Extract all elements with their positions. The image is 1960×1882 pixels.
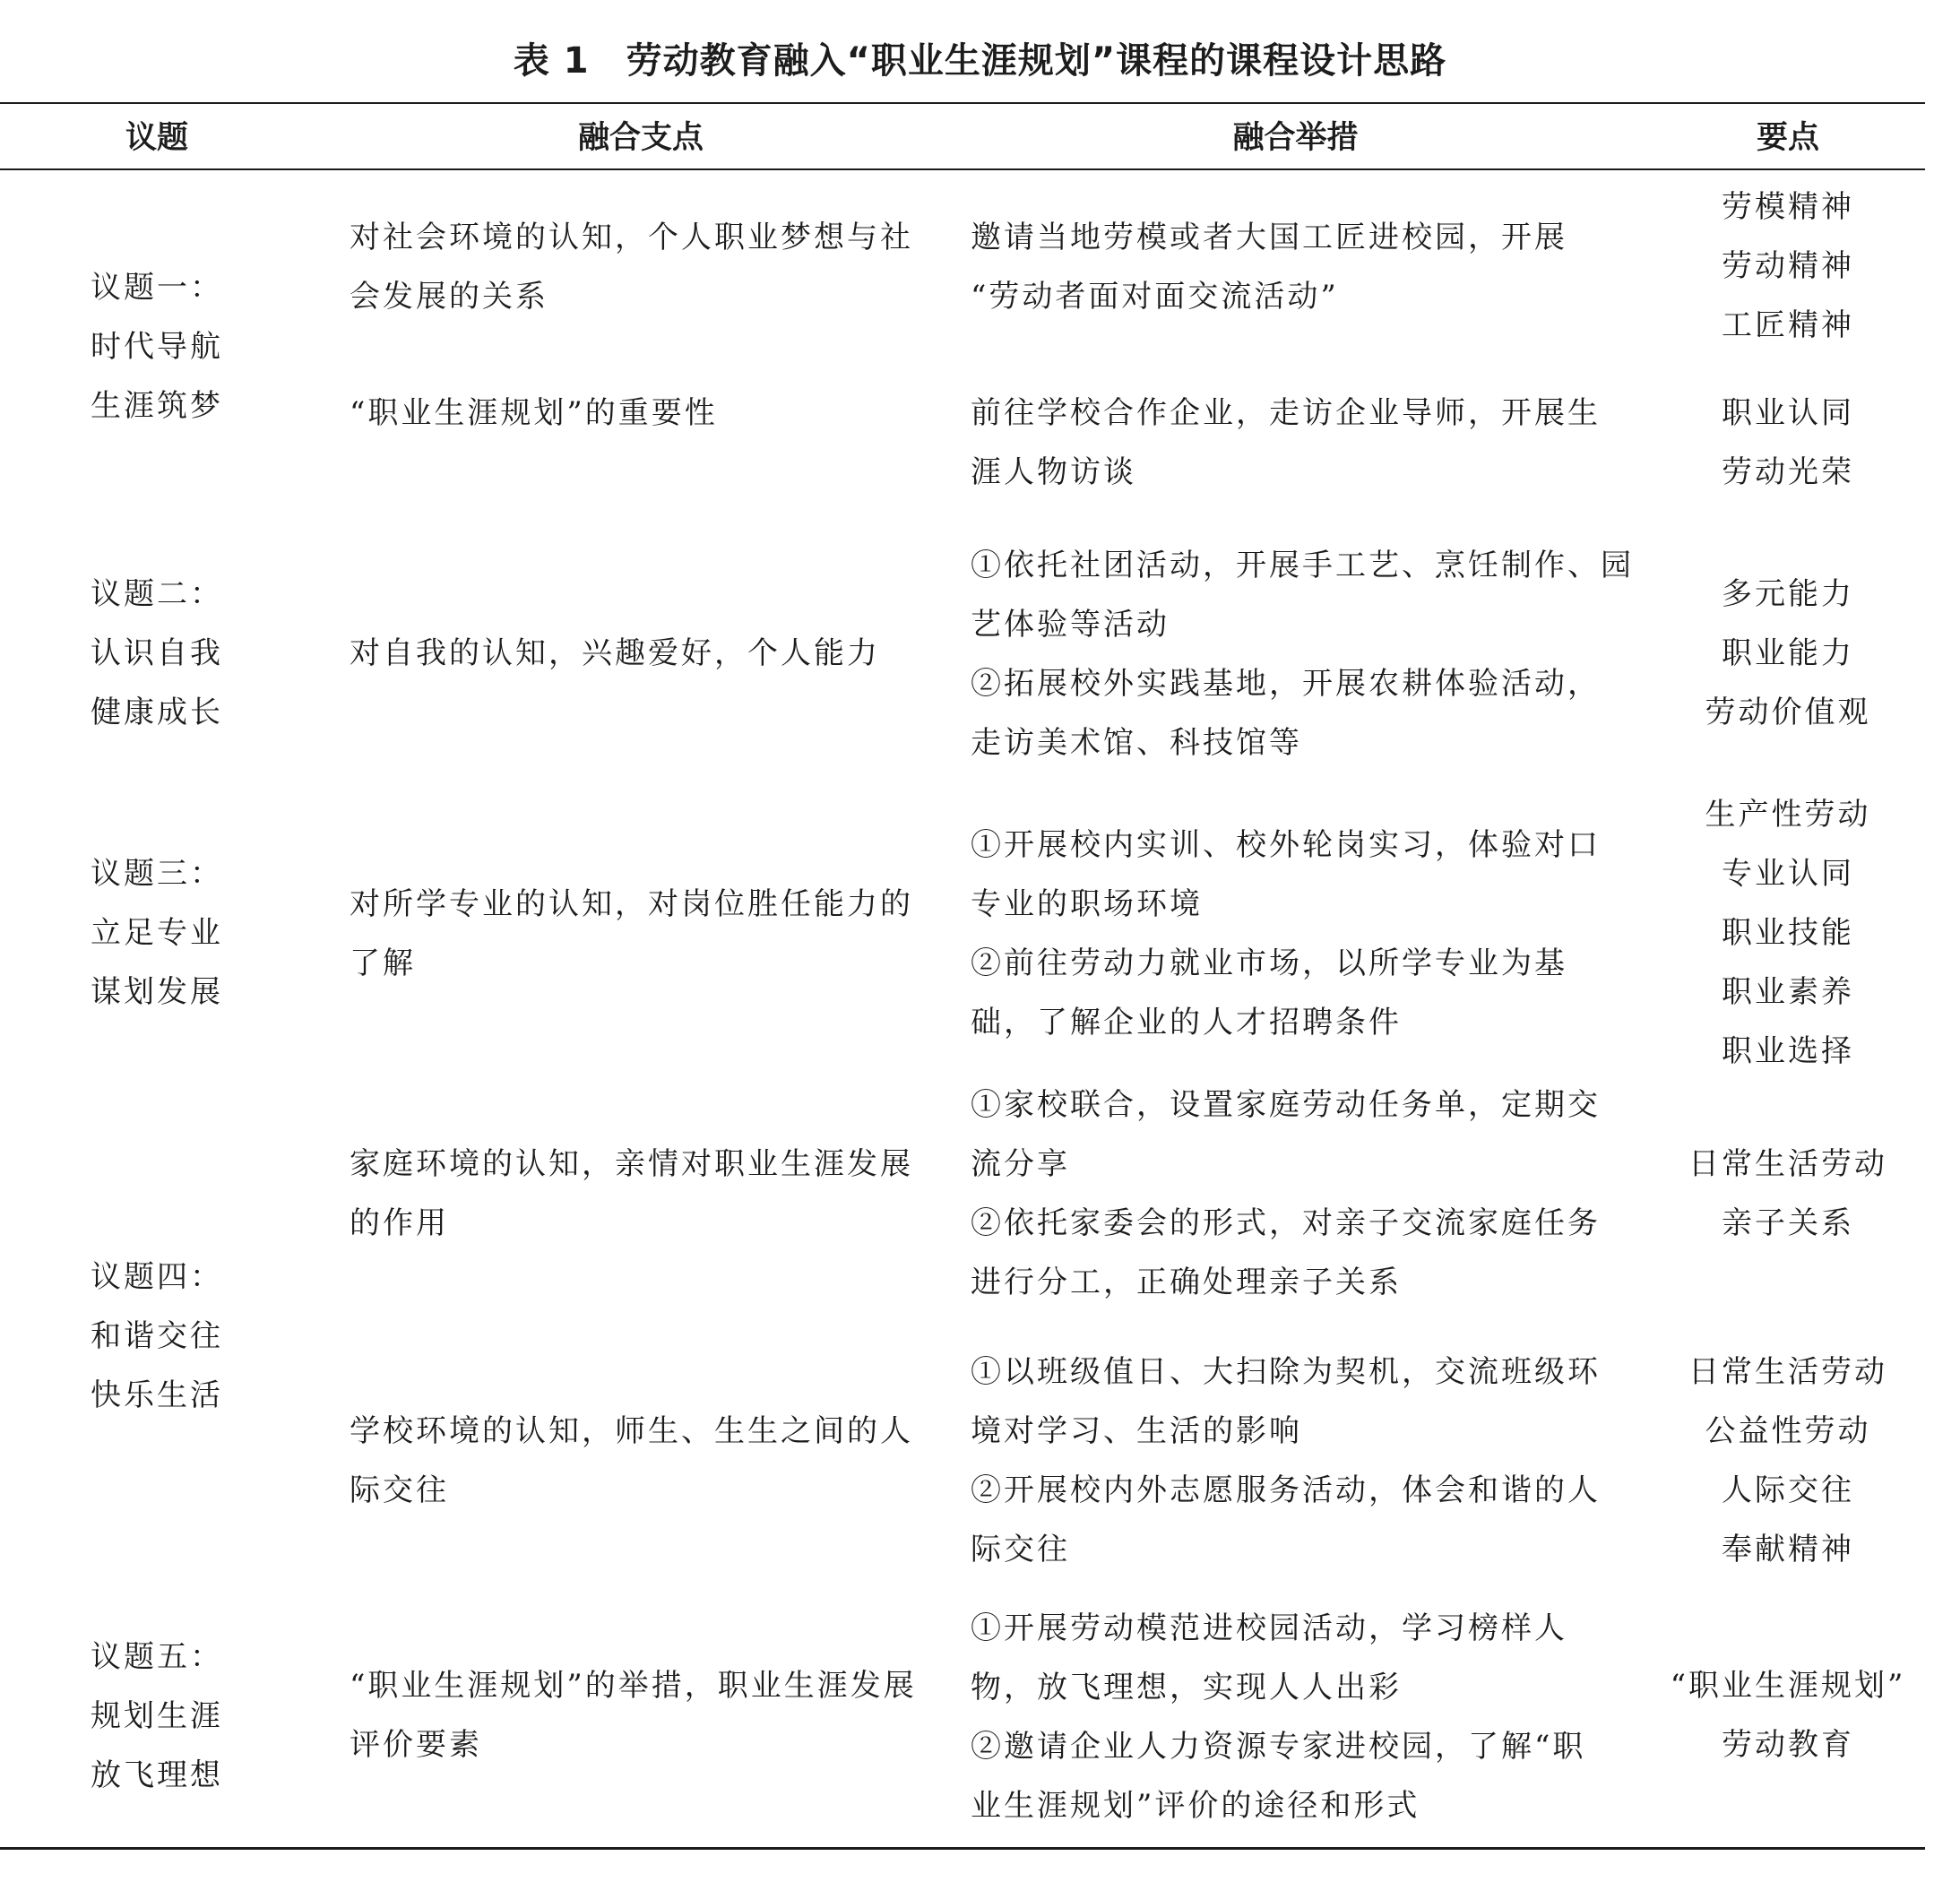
header-point: 融合支点 (577, 120, 704, 156)
cell-line: 规划生涯 (91, 1698, 223, 1734)
header-rule (0, 168, 1925, 170)
cell-line: 对所学专业的认知，对岗位胜任能力的 (350, 886, 913, 922)
cell-line: 生涯筑梦 (91, 388, 223, 424)
cell-line: 认识自我 (91, 635, 223, 671)
integration-point-cell (350, 624, 932, 683)
cell-line: 对社会环境的认知，个人职业梦想与社 (350, 220, 913, 255)
integration-measure-cell (971, 208, 1620, 326)
cell-line: 了解 (350, 945, 416, 981)
cell-line: 亲子关系 (1722, 1205, 1854, 1241)
integration-point-cell (350, 875, 932, 993)
cell-line: ①家校联合，设置家庭劳动任务单，定期交 (971, 1087, 1601, 1123)
topic-cell (36, 1627, 278, 1805)
cell-line: 础，了解企业的人才招聘条件 (971, 1005, 1402, 1040)
integration-measure-cell (971, 384, 1620, 502)
cell-line: 劳动精神 (1722, 248, 1854, 284)
cell-line: 劳动价值观 (1705, 695, 1871, 730)
cell-line: 际交往 (350, 1472, 449, 1508)
cell-line: 议题三： (91, 856, 223, 892)
cell-line: ①开展劳动模范进校园活动，学习榜样人 (971, 1610, 1567, 1646)
cell-line: 境对学习、生活的影响 (971, 1413, 1302, 1449)
cell-line: ①开展校内实训、校外轮岗实习，体验对口 (971, 827, 1601, 863)
cell-line: ①以班级值日、大扫除为契机，交流班级环 (971, 1354, 1601, 1390)
cell-line: 艺体验等活动 (971, 607, 1170, 643)
topic-cell (36, 565, 278, 742)
topic-cell (36, 844, 278, 1022)
cell-line: ②邀请企业人力资源专家进校园，了解“职 (971, 1729, 1586, 1765)
cell-line: 涯人物访谈 (971, 454, 1136, 490)
cell-line: 议题二： (91, 576, 223, 612)
cell-line: ①依托社团活动，开展手工艺、烹饪制作、园 (971, 548, 1634, 583)
cell-line: “职业生涯规划”的重要性 (350, 395, 718, 431)
header-topic: 议题 (125, 120, 188, 156)
cell-line: 专业的职场环境 (971, 886, 1203, 922)
cell-line: 议题四： (91, 1259, 223, 1295)
cell-line: 放飞理想 (91, 1757, 223, 1793)
key-point-cell (1640, 1656, 1936, 1774)
cell-line: ②拓展校外实践基地，开展农耕体验活动， (971, 666, 1601, 702)
cell-line: 快乐生活 (91, 1377, 223, 1413)
top-rule (0, 102, 1925, 104)
cell-line: 劳动光荣 (1722, 454, 1854, 490)
cell-line: 业生涯规划”评价的途径和形式 (971, 1788, 1420, 1824)
cell-line: 议题五： (91, 1639, 223, 1675)
integration-measure-cell (971, 536, 1634, 773)
table-caption: 表 1 劳动教育融入“职业生涯规划”课程的课程设计思路 (513, 40, 1447, 82)
header-measure: 融合举措 (1232, 120, 1359, 156)
cell-line: 邀请当地劳模或者大国工匠进校园，开展 (971, 220, 1567, 255)
header-key: 要点 (1756, 120, 1819, 156)
key-point-cell (1640, 1342, 1936, 1579)
cell-line: 评价要素 (350, 1727, 482, 1763)
cell-line: 人际交往 (1722, 1472, 1854, 1508)
cell-line: “职业生涯规划”的举措，职业生涯发展 (350, 1668, 917, 1704)
cell-line: ②开展校内外志愿服务活动，体会和谐的人 (971, 1472, 1601, 1508)
cell-line: 工匠精神 (1722, 307, 1854, 343)
cell-line: 对自我的认知，兴趣爱好，个人能力 (350, 635, 880, 671)
cell-line: 公益性劳动 (1705, 1413, 1871, 1449)
cell-line: 进行分工，正确处理亲子关系 (971, 1265, 1402, 1300)
integration-point-cell (350, 1135, 932, 1253)
cell-line: 议题一： (91, 270, 223, 306)
cell-line: 多元能力 (1722, 576, 1854, 612)
cell-line: 职业素养 (1722, 974, 1854, 1010)
key-point-cell (1640, 384, 1936, 502)
cell-line: 走访美术馆、科技馆等 (971, 725, 1302, 761)
integration-point-cell (350, 1656, 932, 1774)
cell-line: 前往学校合作企业，走访企业导师，开展生 (971, 395, 1601, 431)
integration-measure-cell (971, 1599, 1620, 1835)
integration-measure-cell (971, 816, 1620, 1052)
integration-point-cell (350, 1402, 932, 1520)
cell-line: 谋划发展 (91, 974, 223, 1010)
cell-line: 职业技能 (1722, 915, 1854, 951)
cell-line: “职业生涯规划” (1670, 1668, 1906, 1704)
key-point-cell (1640, 565, 1936, 742)
cell-line: ②前往劳动力就业市场，以所学专业为基 (971, 945, 1567, 981)
integration-measure-cell (971, 1342, 1620, 1579)
cell-line: 会发展的关系 (350, 279, 548, 315)
key-point-cell (1640, 785, 1936, 1081)
cell-line: 职业认同 (1722, 395, 1854, 431)
cell-line: 劳模精神 (1722, 189, 1854, 225)
cell-line: 职业选择 (1722, 1033, 1854, 1069)
bottom-rule (0, 1847, 1925, 1850)
cell-line: 物，放飞理想，实现人人出彩 (971, 1670, 1402, 1705)
cell-line: 家庭环境的认知，亲情对职业生涯发展 (350, 1146, 913, 1182)
cell-line: “劳动者面对面交流活动” (971, 279, 1339, 315)
key-point-cell (1640, 1135, 1936, 1253)
cell-line: 立足专业 (91, 915, 223, 951)
cell-line: 的作用 (350, 1205, 449, 1241)
integration-point-cell (350, 208, 932, 326)
cell-line: 专业认同 (1722, 856, 1854, 892)
cell-line: 职业能力 (1722, 635, 1854, 671)
cell-line: 奉献精神 (1722, 1532, 1854, 1567)
cell-line: 日常生活劳动 (1688, 1146, 1887, 1182)
cell-line: 学校环境的认知，师生、生生之间的人 (350, 1413, 913, 1449)
cell-line: 日常生活劳动 (1688, 1354, 1887, 1390)
integration-measure-cell (971, 1075, 1620, 1312)
cell-line: 和谐交往 (91, 1318, 223, 1354)
cell-line: 劳动教育 (1722, 1727, 1854, 1763)
topic-cell (36, 258, 278, 436)
cell-line: 健康成长 (91, 695, 223, 730)
key-point-cell (1640, 177, 1936, 355)
cell-line: ②依托家委会的形式，对亲子交流家庭任务 (971, 1205, 1601, 1241)
integration-point-cell (350, 384, 932, 443)
cell-line: 生产性劳动 (1705, 797, 1871, 833)
cell-line: 流分享 (971, 1146, 1070, 1182)
cell-line: 际交往 (971, 1532, 1070, 1567)
cell-line: 时代导航 (91, 329, 223, 365)
topic-cell (36, 1247, 278, 1425)
